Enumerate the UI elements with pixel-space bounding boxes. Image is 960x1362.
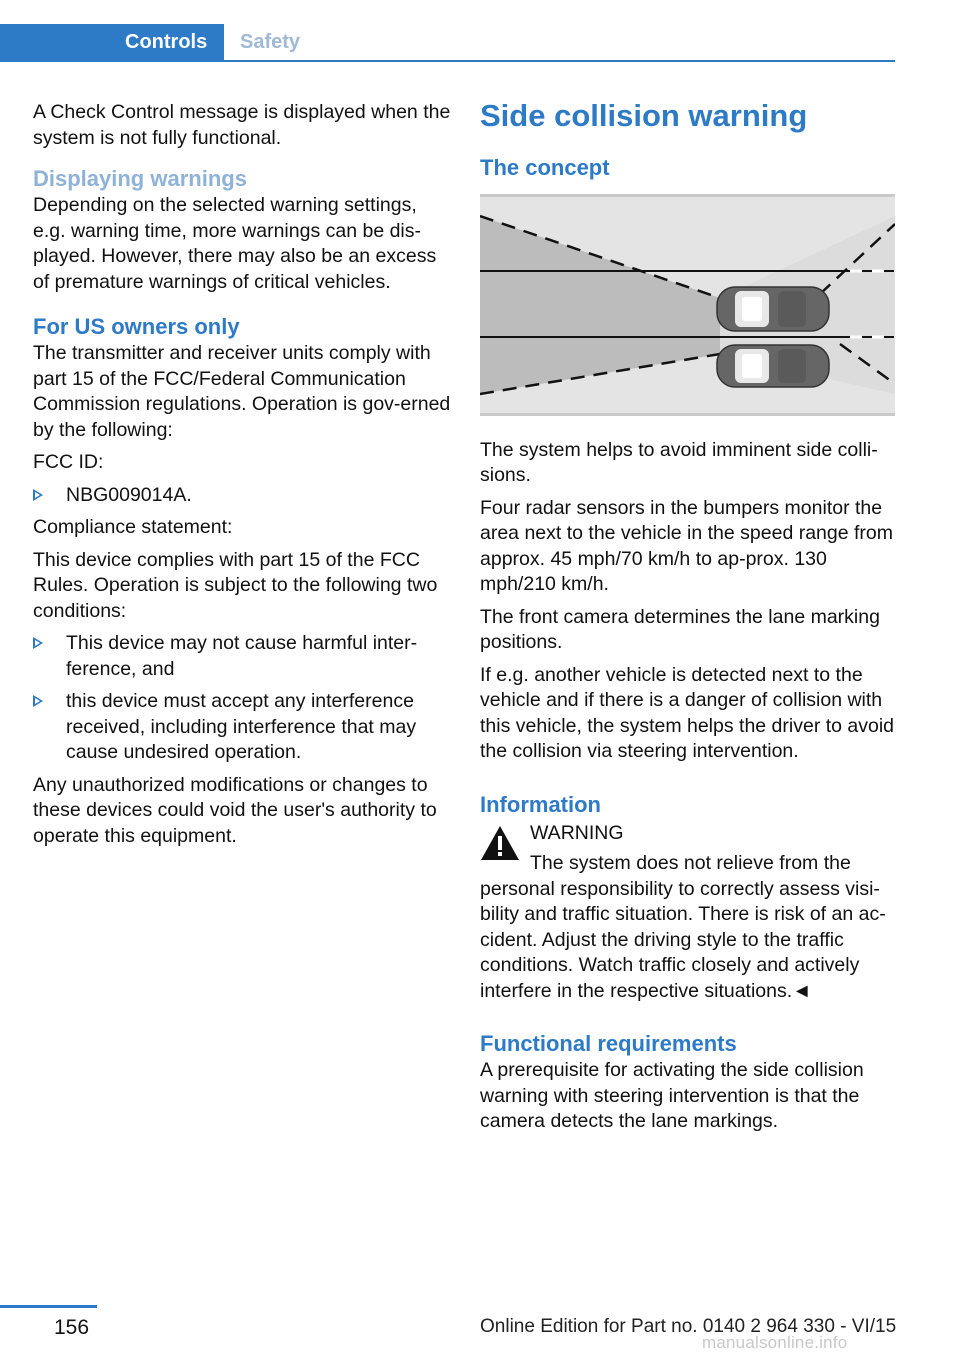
right-column bbox=[480, 100, 896, 1142]
functional-text: A prerequisite for activating the side collision warning with steering intervention is that the camera detects the lane markings. bbox=[480, 1059, 864, 1132]
heading-information: Information bbox=[480, 791, 601, 817]
header-tabs bbox=[0, 24, 895, 62]
side-collision-illustration bbox=[480, 194, 895, 416]
compliance-text: This device complies with part 15 of the FCC Rules. Operation is subject to the following two conditions: bbox=[33, 548, 438, 622]
triangle-bullet-icon bbox=[33, 695, 43, 707]
concept-text-2: Four radar sensors in the bumpers monitor the area next to the vehicle in the speed range from approx. 45 mph/70 km/h to ap-prox. 130 mph/210 km/h. bbox=[480, 496, 894, 595]
warning-block bbox=[480, 821, 896, 1005]
watermark: manualsonline.info bbox=[702, 1333, 848, 1352]
list-item bbox=[33, 631, 451, 682]
heading-concept: The concept bbox=[480, 155, 610, 180]
condition-2: this device must accept any interference received, including interference that may cause undesired operation. bbox=[66, 690, 417, 763]
section-title: Side collision warning bbox=[480, 98, 808, 133]
heading-displaying-warnings: Displaying warnings bbox=[33, 166, 247, 191]
footer-rule bbox=[0, 1305, 97, 1308]
list-item bbox=[33, 689, 451, 766]
warning-text: personal responsibility to correctly assess visi-bility and traffic situation. There is risk of an ac-cident. Adjust the driving style to the traffic conditions. Watch traffic closely and actively interfere in the respective situations.◄ bbox=[480, 877, 886, 1002]
condition-1: This device may not cause harmful inter-ference, and bbox=[66, 632, 418, 680]
heading-us-owners: For US owners only bbox=[33, 314, 240, 339]
displaying-text: Depending on the selected warning settings, e.g. warning time, more warnings can be dis-played. However, there may also be an excess of premature warnings of critical vehicles. bbox=[33, 194, 437, 293]
fcc-id-value: NBG009014A. bbox=[66, 483, 192, 506]
triangle-bullet-icon bbox=[33, 489, 43, 501]
concept-text-4: If e.g. another vehicle is detected next to the vehicle and if there is a danger of collision with this vehicle, the system helps the driver to avoid the collision via steering intervention. bbox=[480, 663, 895, 762]
warning-first-line: The system does not relieve from the bbox=[530, 852, 851, 874]
edition-text: Online Edition for Part no. 0140 2 964 330 - VI/15 bbox=[480, 1316, 897, 1337]
concept-text-3: The front camera determines the lane marking positions. bbox=[480, 605, 880, 653]
left-column bbox=[33, 100, 451, 856]
us-text: The transmitter and receiver units comply with part 15 of the FCC/Federal Communication Commission regulations. Operation is gov-erned by the following: bbox=[33, 342, 451, 441]
list-item bbox=[33, 483, 451, 509]
warning-triangle-icon bbox=[480, 825, 520, 861]
intro-text: A Check Control message is displayed when the system is not fully functional. bbox=[33, 101, 451, 149]
tab-controls[interactable]: Controls bbox=[0, 24, 224, 60]
compliance-label: Compliance statement: bbox=[33, 516, 233, 538]
concept-text-1: The system helps to avoid imminent side colli-sions. bbox=[480, 438, 878, 486]
page-number: 156 bbox=[54, 1316, 90, 1339]
warning-label: WARNING bbox=[530, 821, 624, 844]
closing-text: Any unauthorized modifications or changes to these devices could void the user's authority to operate this equipment. bbox=[33, 773, 437, 847]
car-icon bbox=[717, 345, 829, 387]
triangle-bullet-icon bbox=[33, 637, 43, 649]
heading-functional-requirements: Functional requirements bbox=[480, 1031, 737, 1056]
car-icon bbox=[717, 287, 829, 331]
tab-safety[interactable]: Safety bbox=[240, 31, 301, 53]
fcc-label: FCC ID: bbox=[33, 451, 104, 473]
